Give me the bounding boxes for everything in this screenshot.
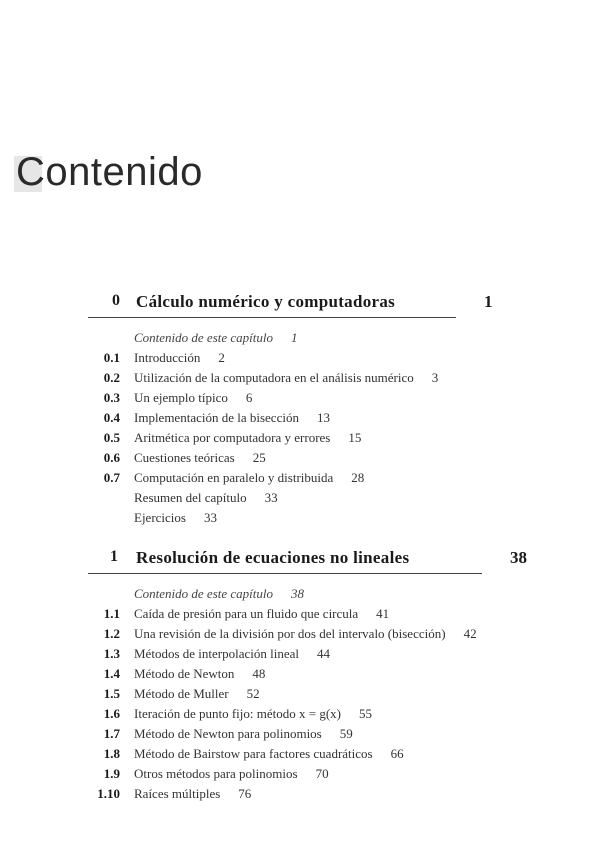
- toc-entry: [0, 586, 600, 606]
- section-page-number: 33: [264, 490, 278, 505]
- section-number: 0.3: [103, 390, 120, 405]
- section-page-number: 59: [339, 726, 353, 741]
- page-title: Contenido: [16, 150, 203, 194]
- section-title-text: Método de Newton: [134, 666, 235, 681]
- section-page-number: 6: [245, 390, 253, 405]
- section-number: 0.1: [103, 350, 120, 365]
- section-title-text: Utilización de la computadora en el análisis numérico: [134, 370, 414, 385]
- section-page-number: 33: [203, 510, 217, 525]
- section-number: 1.7: [103, 726, 120, 741]
- chapter-number: 0: [112, 292, 120, 309]
- section-title-text: Contenido de este capítulo: [134, 330, 274, 345]
- chapter-title: Cálculo numérico y computadoras: [136, 292, 396, 311]
- section-title-text: Método de Newton para polinomios: [134, 726, 322, 741]
- section-title: [134, 510, 217, 526]
- section-title-text: Un ejemplo típico: [134, 390, 228, 405]
- section-title: [134, 586, 304, 602]
- section-number: 0.2: [103, 370, 120, 385]
- toc-entry: [0, 746, 600, 766]
- section-title: [134, 666, 265, 682]
- section-title-text: Caída de presión para un fluido que circula: [134, 606, 359, 621]
- toc-entry: [0, 606, 600, 626]
- chapter-title: Resolución de ecuaciones no lineales: [136, 548, 410, 567]
- section-number: 1.3: [103, 646, 120, 661]
- chapter-rule: [88, 573, 482, 574]
- section-title: [134, 706, 372, 722]
- toc-entry: [0, 510, 600, 530]
- section-title-text: Aritmética por computadora y errores: [134, 430, 331, 445]
- section-title: [134, 606, 389, 622]
- toc-list-chapter-1: [0, 586, 600, 806]
- section-title: [134, 410, 330, 426]
- section-title-text: Método de Muller: [134, 686, 229, 701]
- section-title-text: Ejercicios: [134, 510, 186, 525]
- toc-entry: [0, 686, 600, 706]
- section-number: 0.5: [103, 430, 120, 445]
- section-title-text: Implementación de la bisección: [134, 410, 299, 425]
- toc-entry: [0, 470, 600, 490]
- toc-list-chapter-0: [0, 330, 600, 530]
- section-title: [134, 350, 225, 366]
- section-title: [134, 726, 353, 742]
- section-title: [134, 646, 330, 662]
- section-title: [134, 450, 266, 466]
- section-title: [134, 370, 438, 386]
- section-page-number: 41: [376, 606, 390, 621]
- section-page-number: 66: [390, 746, 404, 761]
- section-title: [134, 330, 298, 346]
- section-number: 1.2: [103, 626, 120, 641]
- toc-entry: [0, 410, 600, 430]
- section-title-text: Resumen del capítulo: [134, 490, 247, 505]
- section-page-number: 48: [252, 666, 266, 681]
- toc-entry: [0, 490, 600, 510]
- section-page-number: 1: [291, 330, 298, 345]
- toc-entry: [0, 450, 600, 470]
- section-title: [134, 626, 477, 642]
- section-title: [134, 786, 251, 802]
- section-page-number: 2: [218, 350, 225, 365]
- section-title: [134, 470, 364, 486]
- toc-entry: [0, 430, 600, 450]
- section-title: [134, 686, 260, 702]
- section-page-number: 76: [238, 786, 252, 801]
- toc-entry: [0, 786, 600, 806]
- chapter-number: 1: [110, 548, 118, 565]
- section-title-text: Introducción: [134, 350, 201, 365]
- section-title: [134, 430, 361, 446]
- toc-entry: [0, 626, 600, 646]
- chapter-page-number: 38: [510, 548, 527, 567]
- chapter-1: [0, 548, 600, 801]
- toc-entry: [0, 390, 600, 410]
- section-number: 1.5: [103, 686, 120, 701]
- toc-entry: [0, 706, 600, 726]
- section-title-text: Una revisión de la división por dos del intervalo (bisección): [134, 626, 446, 641]
- section-title-text: Raíces múltiples: [134, 786, 221, 801]
- section-page-number: 42: [463, 626, 477, 641]
- section-number: 1.4: [103, 666, 120, 681]
- section-page-number: 13: [316, 410, 330, 425]
- section-number: 0.4: [103, 410, 120, 425]
- section-page-number: 25: [252, 450, 266, 465]
- section-page-number: 44: [316, 646, 330, 661]
- section-page-number: 15: [348, 430, 362, 445]
- section-number: 1.1: [103, 606, 120, 621]
- chapter-rule: [88, 317, 456, 318]
- chapter-page-number: 1: [484, 292, 493, 311]
- section-title: [134, 490, 278, 506]
- section-number: 1.6: [103, 706, 120, 721]
- section-number: 1.10: [97, 786, 120, 801]
- section-title-text: Computación en paralelo y distribuida: [134, 470, 334, 485]
- toc-entry: [0, 350, 600, 370]
- section-page-number: 52: [246, 686, 260, 701]
- toc-entry: [0, 646, 600, 666]
- section-title-text: Otros métodos para polinomios: [134, 766, 298, 781]
- chapter-heading: [0, 292, 600, 318]
- toc-entry: [0, 726, 600, 746]
- section-title-text: Cuestiones teóricas: [134, 450, 235, 465]
- section-number: 0.7: [103, 470, 120, 485]
- section-page-number: 38: [291, 586, 305, 601]
- section-page-number: 70: [315, 766, 329, 781]
- section-title: [134, 390, 252, 406]
- section-number: 1.9: [103, 766, 120, 781]
- section-number: 0.6: [103, 450, 120, 465]
- section-title-text: Contenido de este capítulo: [134, 586, 274, 601]
- section-title: [134, 746, 404, 762]
- chapter-heading: [0, 548, 600, 574]
- section-title-text: Métodos de interpolación lineal: [134, 646, 299, 661]
- section-page-number: 3: [431, 370, 439, 385]
- toc-entry: [0, 766, 600, 786]
- toc-entry: [0, 666, 600, 686]
- chapter-0: [0, 292, 600, 525]
- section-title: [134, 766, 329, 782]
- section-title-text: Iteración de punto fijo: método x = g(x): [134, 706, 341, 721]
- section-page-number: 55: [358, 706, 372, 721]
- toc-entry: [0, 370, 600, 390]
- section-title-text: Método de Bairstow para factores cuadráticos: [134, 746, 373, 761]
- section-page-number: 28: [351, 470, 365, 485]
- toc-entry: [0, 330, 600, 350]
- section-number: 1.8: [103, 746, 120, 761]
